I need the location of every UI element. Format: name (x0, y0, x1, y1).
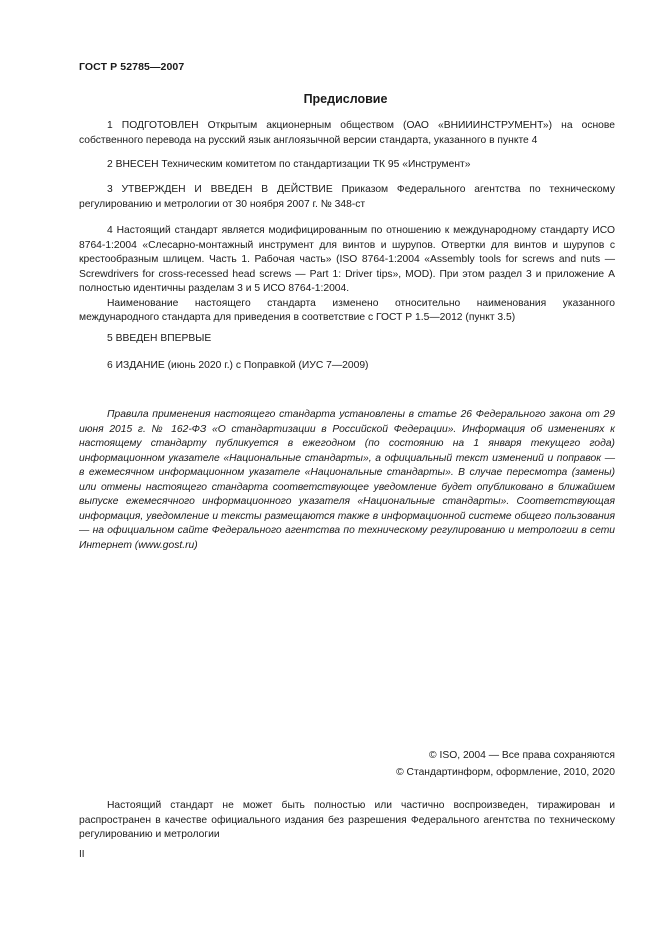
standard-application-notice (79, 408, 615, 553)
preface-item-text: 2 ВНЕСЕН Техническим комитетом по стандартизации ТК 95 «Инструмент» (107, 159, 471, 170)
preface-item-text: 4 Настоящий стандарт является модифицированным по отношению к международному стандарту ИСО 8764-1:2004 «Слесарно-монтажный инструмент для винтов и шурупов. Отвертки для винтов и шурупов с крестообразным шлицем. Часть 1. Рабочая часть» (ISO 8764-1:2004 «Assembly tools for screws and nuts — Screwdrivers for cross-recessed head screws — Part 1: Driver tips», MOD). При этом раздел 3 и приложение А полностью идентичны разделам 3 и 5 ИСО 8764-1:2004. (79, 225, 615, 294)
preface-item-text: 5 ВВЕДЕН ВПЕРВЫЕ (107, 333, 212, 344)
page-title: Предисловие (303, 92, 388, 106)
preface-item-2 (79, 158, 615, 173)
notice-text: Правила применения настоящего стандарта установлены в статье 26 Федерального закона от 29 июня 2015 г. № 162-ФЗ «О стандартизации в Российской Федерации». Информация об изменениях к настоящему стандарту публикуется в ежегодном (по состоянию на 1 января текущего года) информационном указателе «Национальные стандарты», а официальный текст изменений и поправок — в ежемесячном информационном указателе «Национальные стандарты». В случае пересмотра (замены) или отмены настоящего стандарта соответствующее уведомление будет опубликовано в ближайшем выпуске ежемесячного информационного указателя «Национальные стандарты». Соответствующая информация, уведомление и тексты размещаются также в информационной системе общего пользования — на официальном сайте Федерального агентства по техническому регулированию и метрологии в сети Интернет (www.gost.ru) (79, 409, 615, 551)
preface-item-text: 6 ИЗДАНИЕ (июнь 2020 г.) с Поправкой (ИУС 7—2009) (107, 360, 369, 371)
copyright-standartinform: © Стандартинформ, оформление, 2010, 2020 (396, 767, 615, 778)
preface-item-4 (79, 224, 615, 326)
preface-item-6 (79, 359, 615, 374)
preface-item-text: 3 УТВЕРЖДЕН И ВВЕДЕН В ДЕЙСТВИЕ Приказом Федерального агентства по техническому регулированию и метрологии от 30 ноября 2007 г. № 348-ст (79, 184, 615, 210)
preface-item-text: 1 ПОДГОТОВЛЕН Открытым акционерным обществом (ОАО «ВНИИИНСТРУМЕНТ») на основе собственного перевода на русский язык англоязычной версии стандарта, указанного в пункте 4 (79, 120, 615, 146)
copyright-block (396, 747, 615, 781)
document-code: ГОСТ Р 52785—2007 (79, 61, 185, 73)
preface-item-text: Наименование настоящего стандарта изменено относительно наименования указанного международного стандарта для приведения в соответствие с ГОСТ Р 1.5—2012 (пункт 3.5) (79, 297, 615, 323)
page-number: II (79, 849, 85, 860)
reproduction-notice-text: Настоящий стандарт не может быть полностью или частично воспроизведен, тиражирован и распространен в качестве официального издания без разрешения Федерального агентства по техническому регулированию и метрологии (79, 800, 615, 840)
copyright-iso: © ISO, 2004 — Все права сохраняются (429, 750, 615, 761)
preface-item-1 (79, 119, 615, 148)
reproduction-notice (79, 799, 615, 843)
preface-item-5 (79, 332, 615, 347)
preface-item-3 (79, 183, 615, 212)
